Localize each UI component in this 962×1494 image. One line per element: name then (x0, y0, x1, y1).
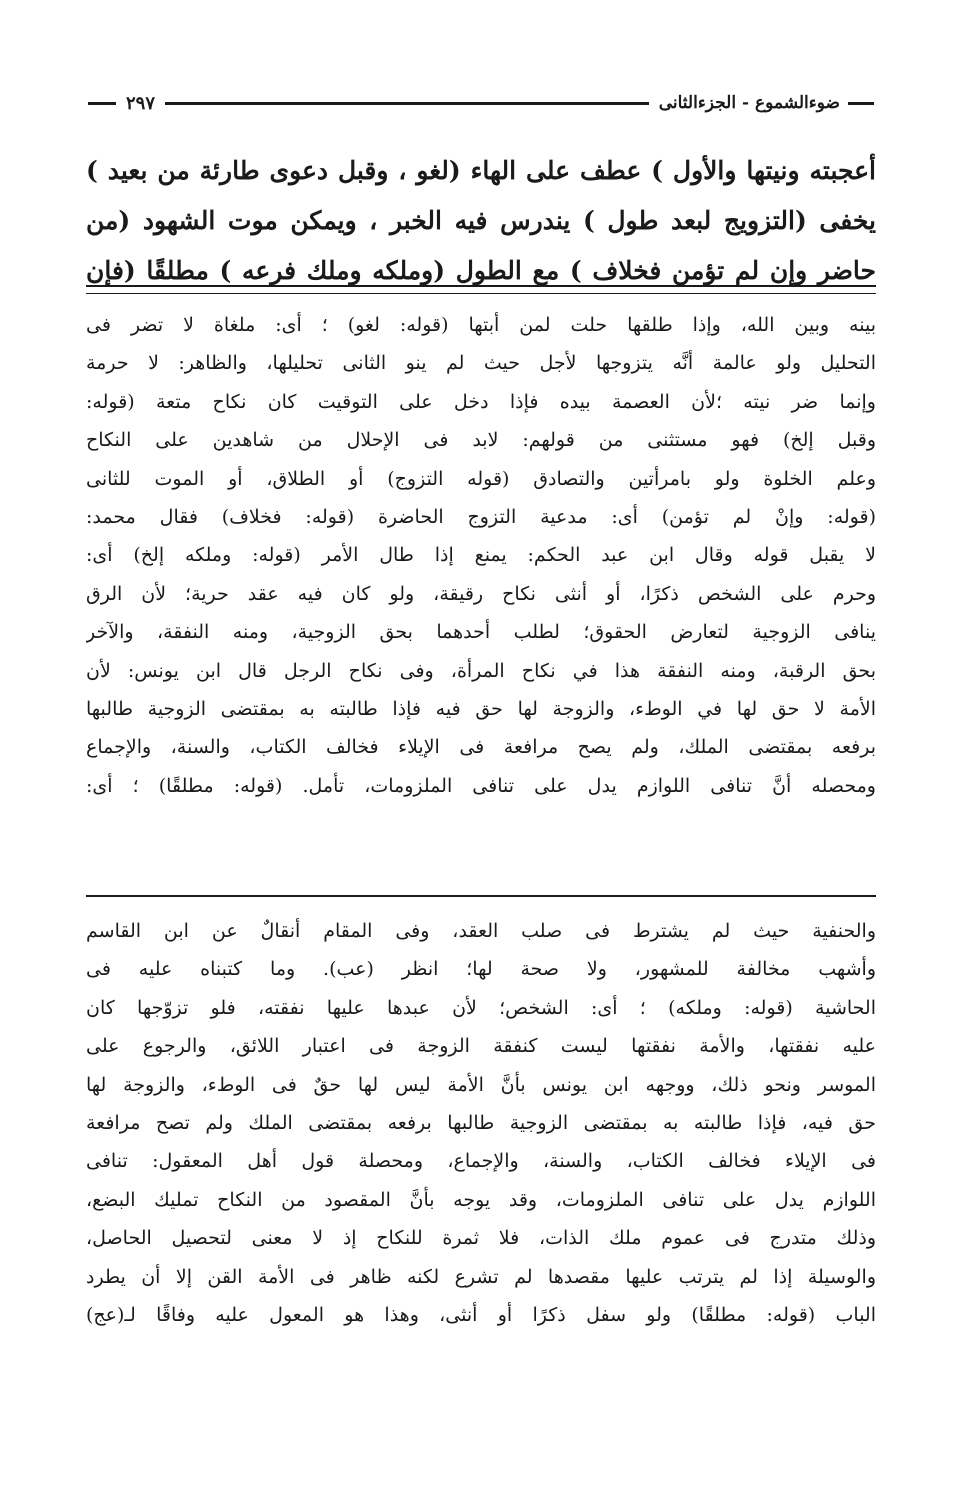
hashiya-line: الباب (قوله: مطلقًا) ولو سفل ذكرًا أو أنثى، وهذا هو المعول عليه وفاقًا لـ(عج) (86, 1303, 876, 1326)
hashiya-line: وذلك متدرج فى عموم ملك الذات، فلا ثمرة للنكاح إذ لا معنى لتحصيل الحاصل، (86, 1227, 876, 1250)
matn-line: حاضر وإن لم تؤمن فخلاف ) مع الطول (وملكه وملك فرعه ) مطلقًا (فإن (86, 256, 876, 285)
hashiya-line: الموسر ونحو ذلك، ووجهه ابن يونس بأنَّ الأمة ليس لها حقٌ فى الوطء، والزوجة لها (86, 1073, 876, 1096)
sharh-line: الأمة لا حق لها في الوطء، والزوجة لها حق فيه فإذا طالبته به بمقتضى الزوجية طالبها (86, 697, 876, 720)
hashiya-text (86, 912, 876, 1334)
hashiya-line: والحنفية حيث لم يشترط فى صلب العقد، وفى المقام أنقالٌ عن ابن القاسم (86, 920, 876, 942)
header-rule-left (88, 102, 116, 105)
sharh-line: وقبل إلخ) فهو مستثنى من قولهم: لابد فى الإحلال من شاهدين على النكاح (86, 429, 876, 452)
hashiya-line: اللوازم يدل على تنافى الملزومات، وقد يوجه بأنَّ المقصود من النكاح تمليك البضع، (86, 1188, 876, 1211)
hashiya-line: وأشهب مخالفة للمشهور، ولا صحة لها؛ انظر (عب). وما كتبناه عليه فى (86, 958, 876, 981)
page-header (88, 88, 874, 118)
matn-text (86, 146, 876, 296)
matn-line: يخفى (التزويج لبعد طول ) يندرس فيه الخبر ، ويمكن موت الشهود (من (86, 206, 876, 235)
running-title: ضوءالشموع - الجزءالثانى (658, 93, 840, 113)
hashiya-line: فى الإيلاء فخالف الكتاب، والسنة، والإجماع، ومحصلة قول أهل المعقول: تنافى (86, 1150, 876, 1173)
header-rule-right (848, 102, 874, 105)
sharh-line: ينافى الزوجية لتعارض الحقوق؛ لطلب أحدهما بحق الزوجية، ومنه النفقة، والآخر (86, 621, 876, 644)
sharh-line: (قوله: وإنْ لم تؤمن) أى: مدعية التزوج الحاضرة (قوله: فخلاف) فقال محمد: (86, 505, 876, 528)
sharh-line: وعلم الخلوة ولو بامرأتين والتصادق (قوله التزوج) أو الطلاق، أو الموت للثانى (86, 467, 876, 490)
hashiya-line: الحاشية (قوله: وملكه) ؛ أى: الشخص؛ لأن عبدها عليها نفقته، فلو تزوّجها كان (86, 996, 876, 1019)
sharh-line: لا يقبل قوله وقال ابن عبد الحكم: يمنع إذا طال الأمر (قوله: وملكه إلخ) أى: (86, 544, 876, 567)
sharh-line: وإنما ضر نيته ؛لأن العصمة بيده فإذا دخل على التوقيت كان نكاح متعة (قوله: (86, 390, 876, 413)
sharh-line: بينه وبين الله، وإذا طلقها حلت لمن أبتها (قوله: لغو) ؛ أى: ملغاة لا تضر فى (86, 314, 876, 336)
sharh-line: وحرم على الشخص ذكرًا، أو أنثى نكاح رقيقة، ولو كان فيه عقد حرية؛ لأن الرق (86, 582, 876, 605)
sharh-line: ومحصله أنَّ تنافى اللوازم يدل على تنافى الملزومات، تأمل. (قوله: مطلقًا) ؛ أى: (86, 774, 876, 797)
hashiya-line: عليه نفقتها، والأمة نفقتها ليست كنفقة الزوجة فى اعتبار اللائق، والرجوع على (86, 1035, 876, 1058)
sharh-line: بحق الرقبة، ومنه النفقة هذا في نكاح المرأة، وفى نكاح الرجل قال ابن يونس: لأن (86, 659, 876, 682)
matn-separator (86, 285, 876, 294)
hashiya-line: حق فيه، فإذا طالبته به بمقتضى الزوجية طالبها برفعه بمقتضى الملك ولم تصح مرافعة (86, 1111, 876, 1134)
sharh-line: التحليل ولو عالمة أنَّه يتزوجها لأجل حيث لم ينو الثانى تحليلها، والظاهر: لا حرمة (86, 352, 876, 375)
page-number: ٢٩٧ (126, 92, 156, 114)
header-rule-middle (165, 102, 649, 105)
footnote-separator (86, 895, 876, 897)
sharh-text (86, 306, 876, 805)
sharh-line: برفعه بمقتضى الملك، ولم يصح مرافعة فى الإيلاء فخالف الكتاب، والسنة، والإجماع (86, 736, 876, 759)
hashiya-line: والوسيلة إذا لم يترتب عليها مقصدها لم تشرع لكنه ظاهر فى الأمة القن إلا أن يطرد (86, 1265, 876, 1288)
matn-line: أعجبته ونيتها والأول ) عطف على الهاء (لغو ، وقبل دعوى طارئة من بعيد ) (86, 156, 876, 185)
